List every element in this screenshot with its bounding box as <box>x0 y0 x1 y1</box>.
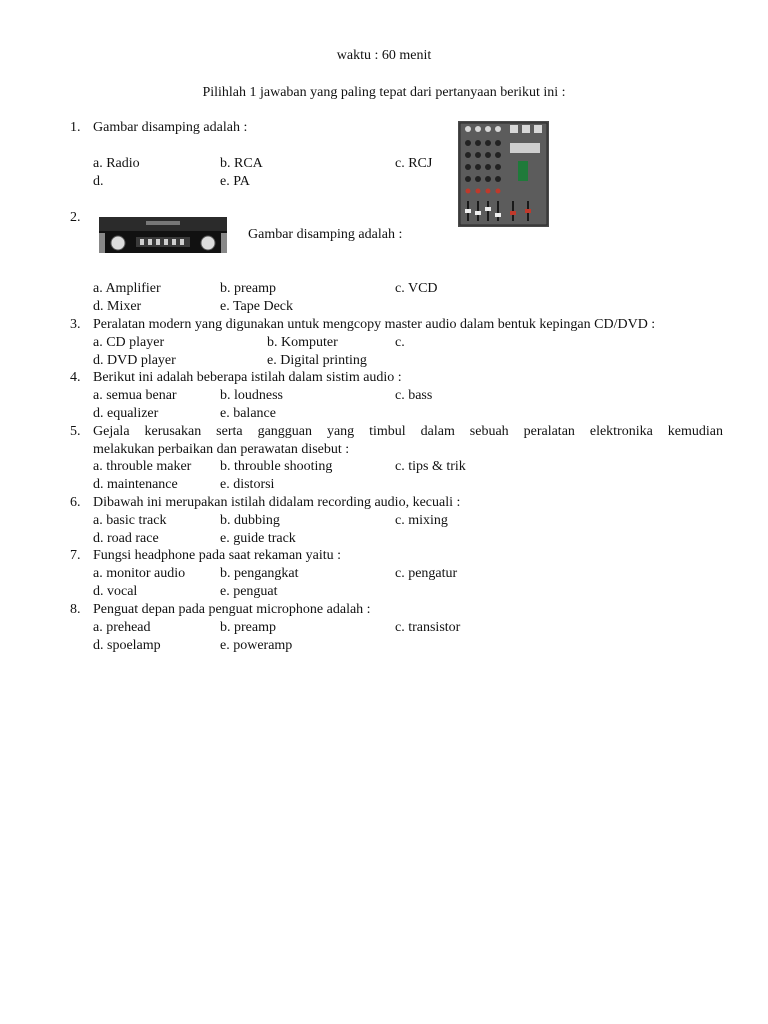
power-amplifier-image <box>96 211 230 259</box>
option-b: b. preamp <box>220 620 276 635</box>
option-c: c. RCJ <box>395 156 433 171</box>
option-d: d. road race <box>93 531 159 546</box>
exam-instructions: Pilihlah 1 jawaban yang paling tepat dari pertanyaan berikut ini : <box>202 85 566 100</box>
question-text-continued: melakukan perbaikan dan perawatan disebut : <box>93 442 350 457</box>
option-e: e. poweramp <box>220 638 293 653</box>
option-a: a. monitor audio <box>93 566 186 581</box>
option-d: d. DVD player <box>93 353 176 368</box>
option-b: b. RCA <box>220 156 263 171</box>
option-c: c. pengatur <box>395 566 458 581</box>
option-e: e. balance <box>220 406 276 421</box>
question-text: Penguat depan pada penguat microphone adalah : <box>93 602 371 617</box>
option-d: d. <box>93 174 104 189</box>
option-a: a. Radio <box>93 156 140 171</box>
question-text: Peralatan modern yang digunakan untuk mengcopy master audio dalam bentuk kepingan CD/DVD : <box>93 317 656 332</box>
question-number: 1. <box>70 120 81 135</box>
option-c: c. tips & trik <box>395 459 466 474</box>
question-text: Gambar disamping adalah : <box>93 120 248 135</box>
option-a: a. prehead <box>93 620 151 635</box>
question-number: 8. <box>70 602 81 617</box>
option-c: c. bass <box>395 388 433 403</box>
question-number: 5. <box>70 424 81 439</box>
question-number: 4. <box>70 370 81 385</box>
exam-duration: waktu : 60 menit <box>336 48 432 63</box>
question-text: Gambar disamping adalah : <box>248 227 403 242</box>
option-e: e. distorsi <box>220 477 275 492</box>
option-e: e. guide track <box>220 531 296 546</box>
option-b: b. preamp <box>220 281 276 296</box>
option-d: d. vocal <box>93 584 138 599</box>
question-text: Dibawah ini merupakan istilah didalam recording audio, kecuali : <box>93 495 461 510</box>
option-c: c. mixing <box>395 513 448 528</box>
option-e: e. PA <box>220 174 250 189</box>
question-number: 3. <box>70 317 81 332</box>
option-a: a. throuble maker <box>93 459 192 474</box>
question-text: Berikut ini adalah beberapa istilah dalam sistim audio : <box>93 370 402 385</box>
question-number: 7. <box>70 548 81 563</box>
option-b: b. throuble shooting <box>220 459 333 474</box>
option-d: d. equalizer <box>93 406 159 421</box>
question-number: 6. <box>70 495 81 510</box>
question-text: Fungsi headphone pada saat rekaman yaitu : <box>93 548 342 563</box>
option-b: b. loudness <box>220 388 283 403</box>
option-d: d. spoelamp <box>93 638 161 653</box>
option-d: d. maintenance <box>93 477 178 492</box>
question-text: Gejala kerusakan serta gangguan yang timbul dalam sebuah peralatan elektronika kemudian <box>93 424 723 439</box>
option-b: b. pengangkat <box>220 566 299 581</box>
option-a: a. Amplifier <box>93 281 161 296</box>
option-a: a. CD player <box>93 335 165 350</box>
option-b: b. dubbing <box>220 513 280 528</box>
option-e: e. penguat <box>220 584 278 599</box>
option-a: a. basic track <box>93 513 167 528</box>
option-e: e. Tape Deck <box>220 299 294 314</box>
option-c: c. transistor <box>395 620 461 635</box>
option-a: a. semua benar <box>93 388 177 403</box>
question-number: 2. <box>70 210 81 225</box>
option-e: e. Digital printing <box>267 353 367 368</box>
option-c: c. <box>395 335 405 350</box>
option-d: d. Mixer <box>93 299 142 314</box>
option-b: b. Komputer <box>267 335 338 350</box>
audio-mixer-image <box>458 121 549 227</box>
option-c: c. VCD <box>395 281 438 296</box>
